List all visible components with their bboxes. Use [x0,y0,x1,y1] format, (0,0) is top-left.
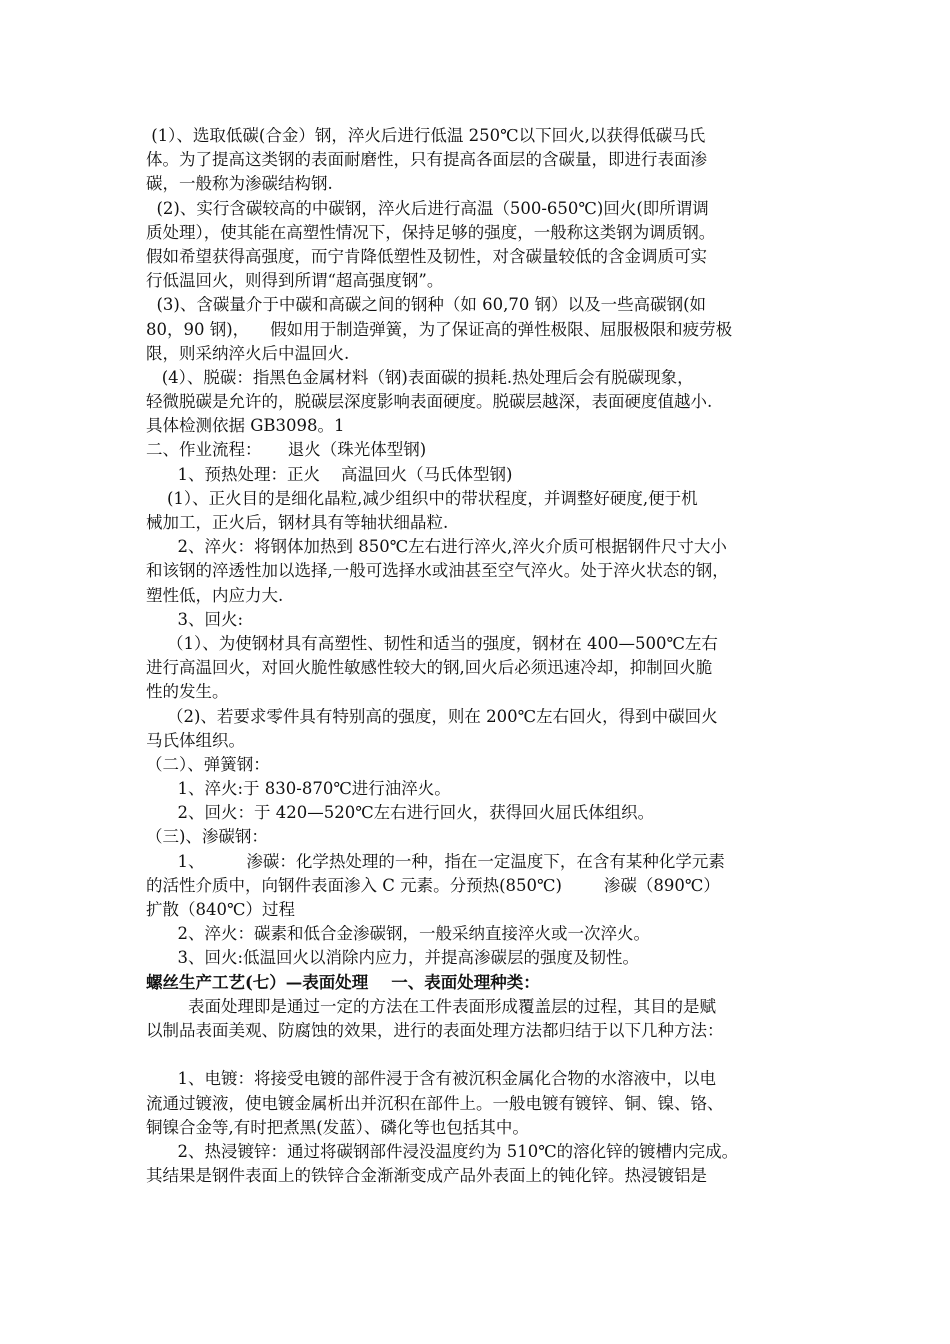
text-line: (1）、选取低碳(合金）钢，淬火后进行低温 250℃以下回火,以获得低碳马氏 [146,126,706,145]
text-line: 80，90 钢)， 假如用于制造弹簧，为了保证高的弹性极限、屈服极限和疲劳极 [146,319,733,339]
text-line: (2)、实行含碳较高的中碳钢，淬火后进行高温（500-650℃)回火(即所谓调 [146,198,709,218]
text-line: 性的发生。 [146,682,229,702]
text-line: 表面处理即是通过一定的方法在工件表面形成覆盖层的过程，其目的是赋 [146,996,716,1016]
text-line: 2、回火：于 420—520℃左右进行回火，获得回火屈氏体组织。 [146,803,655,823]
text-line: (1）、正火目的是细化晶粒,减少组织中的带状程度，并调整好硬度,便于机 [146,488,698,508]
text-line: 限，则采纳淬火后中温回火. [146,343,350,363]
text-line: （二）、弹簧钢： [146,754,270,774]
text-line: 假如希望获得高强度，而宁肯降低塑性及韧性，对含碳量较低的含金调质可实 [146,246,707,266]
section-heading: 螺丝生产工艺(七）—表面处理 一、表面处理种类： [146,972,540,992]
text-line: 扩散（840℃）过程 [146,900,295,919]
text-line: 体。为了提高这类钢的表面耐磨性，只有提高各面层的含碳量，即进行表面渗 [146,150,707,170]
text-line: 质处理），使其能在高塑性情况下，保持足够的强度，一般称这类钢为调质钢。 [146,222,716,242]
text-line: 2、淬火：将钢体加热到 850℃左右进行淬火,淬火介质可根据钢件尺寸大小 [146,537,727,557]
text-line: 1、 渗碳：化学热处理的一种，指在一定温度下，在含有某种化学元素 [146,851,725,871]
text-line: 二、作业流程： 退火（珠光体型钢) [146,440,427,460]
text-line: 具体检测依据 GB3098。1 [146,416,345,436]
text-line: (4）、脱碳：指黑色金属材料（钢)表面碳的损耗.热处理后会有脱碳现象， [146,367,694,387]
text-line: 铜镍合金等,有时把煮黑(发蓝）、磷化等也包括其中。 [146,1117,529,1137]
text-line: 进行高温回火，对回火脆性敏感性较大的钢,回火后必须迅速冷却，抑制回火脆 [146,658,713,678]
text-line: (3)、含碳量介于中碳和高碳之间的钢种（如 60,70 钢）以及一些高碳钢(如 [146,295,707,315]
text-line: 流通过镀液，使电镀金属析出并沉积在部件上。一般电镀有镀锌、铜、镍、铬、 [146,1093,724,1113]
text-line: 3、回火: [146,609,244,629]
text-line: 1、预热处理：正火 高温回火（马氏体型钢) [146,464,513,484]
document-page [146,124,816,1188]
text-line: 1、淬火:于 830-870℃进行油淬火。 [146,779,451,799]
text-line: 和该钢的淬透性加以选择,一般可选择水或油甚至空气淬火。处于淬火状态的钢， [146,561,729,581]
text-line: 行低温回火，则得到所谓“超高强度钢”。 [146,271,444,291]
text-line: 轻微脱碳是允许的，脱碳层深度影响表面硬度。脱碳层越深，表面硬度值越小. [146,392,713,412]
text-line: 以制品表面美观、防腐蚀的效果，进行的表面处理方法都归结于以下几种方法： [146,1020,724,1040]
text-line: 的活性介质中，向钢件表面渗入 C 元素。分预热(850℃) 渗碳（890℃） [146,875,720,895]
text-line: 械加工，正火后，钢材具有等轴状细晶粒. [146,513,449,532]
text-line: 2、热浸镀锌：通过将碳钢部件浸没温度约为 510℃的溶化锌的镀槽内完成。 [146,1141,739,1161]
text-line: （1）、为使钢材具有高塑性、韧性和适当的强度，钢材在 400—500℃左右 [146,633,718,653]
text-line: （2)、若要求零件具有特别高的强度，则在 200℃左右回火，得到中碳回火 [146,706,718,726]
text-line: 马氏体组织。 [146,730,245,750]
blank-line [146,1043,816,1067]
text-line: 其结果是钢件表面上的铁锌合金渐渐变成产品外表面上的钝化锌。热浸镀铝是 [146,1166,707,1186]
text-line: 塑性低，内应力大. [146,585,284,605]
text-line: 3、回火:低温回火以消除内应力，并提高渗碳层的强度及韧性。 [146,948,640,968]
text-line: 2、淬火：碳素和低合金渗碳钢，一般采纳直接淬火或一次淬火。 [146,924,650,944]
text-line: 碳，一般称为渗碳结构钢. [146,174,333,194]
text-line: （三)、渗碳钢： [146,827,268,847]
text-line: 1、电镀：将接受电镀的部件浸于含有被沉积金属化合物的水溶液中，以电 [146,1069,716,1089]
